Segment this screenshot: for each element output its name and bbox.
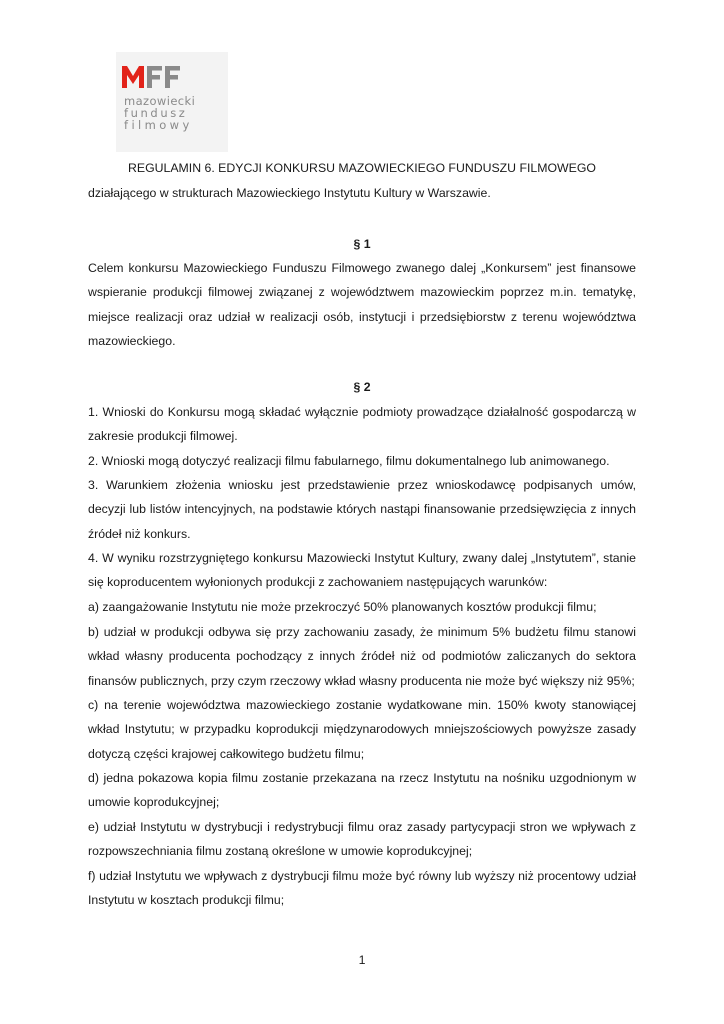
section-2-item-3: 3. Warunkiem złożenia wniosku jest przedstawienie przez wnioskodawcę podpisanych umów, decyzji lub listów intencyjnych, na podstawie których nastąpi finansowanie przedsięwzięcia z innych źródeł niż konkurs. — [88, 478, 636, 541]
section-2-item-4e: e) udział Instytutu w dystrybucji i redystrybucji filmu oraz zasady partycypacji stron we wpływach z rozpowszechniania filmu zostaną określone w umowie koprodukcyjnej; — [88, 820, 636, 859]
section-2-item-4f: f) udział Instytutu we wpływach z dystrybucji filmu może być równy lub wyższy niż procentowy udział Instytutu w kosztach produkcji filmu; — [88, 869, 636, 908]
section-2-item-4d: d) jedna pokazowa kopia filmu zostanie przekazana na rzecz Instytutu na nośniku uzgodnionym w umowie koprodukcyjnej; — [88, 771, 636, 810]
document-title: REGULAMIN 6. EDYCJI KONKURSU MAZOWIECKIEGO FUNDUSZU FILMOWEGO — [127, 161, 596, 175]
logo — [116, 52, 228, 152]
page-number: 1 — [358, 953, 366, 967]
section-heading-2: § 2 — [353, 380, 371, 394]
section-heading-1: § 1 — [353, 237, 371, 251]
logo-line-3: filmowy — [124, 118, 193, 132]
document-subtitle: działającego w strukturach Mazowieckiego Instytutu Kultury w Warszawie. — [88, 186, 491, 200]
mff-logo-icon — [122, 66, 190, 88]
logo-line-1: mazowiecki — [124, 94, 196, 108]
logo-line-2: fundusz — [124, 106, 188, 120]
logo-letter-f1 — [147, 66, 162, 88]
section-2-item-4b: b) udział w produkcji odbywa się przy zachowaniu zasady, że minimum 5% budżetu filmu stanowi wkład własny producenta pochodzący z innych źródeł niż od podmiotów zaliczanych do sektora finansów publicznych, przy czym rzeczowy wkład własny producenta nie może być większy niż 95%; — [88, 625, 636, 688]
logo-letter-m — [122, 66, 144, 88]
section-2-item-4: 4. W wyniku rozstrzygniętego konkursu Mazowiecki Instytut Kultury, zwany dalej „Instytutem”, stanie się koproducentem wyłonionych produkcji z zachowaniem następujących warunków: — [88, 551, 636, 590]
logo-letter-f2 — [165, 66, 180, 88]
section-2-item-4c: c) na terenie województwa mazowieckiego zostanie wydatkowane min. 150% kwoty stanowiącej wkład Instytutu; w przypadku koprodukcji międzynarodowych mniejszościowych powyższe zasady dotyczą części krajowej całkowitego budżetu filmu; — [88, 698, 636, 761]
section-1-paragraph-1: Celem konkursu Mazowieckiego Funduszu Filmowego zwanego dalej „Konkursem” jest finansowe wspieranie produkcji filmowej związanej z województwem mazowieckim poprzez m.in. tematykę, miejsce realizacji oraz udział w realizacji osób, instytucji i przedsiębiorstw z terenu województwa mazowieckiego. — [88, 261, 636, 348]
logo-mark — [122, 66, 190, 88]
section-2-item-1: 1. Wnioski do Konkursu mogą składać wyłącznie podmioty prowadzące działalność gospodarczą w zakresie produkcji filmowej. — [88, 405, 636, 444]
section-2-item-2: 2. Wnioski mogą dotyczyć realizacji filmu fabularnego, filmu dokumentalnego lub animowanego. — [88, 454, 610, 468]
section-2-item-4a: a) zaangażowanie Instytutu nie może przekroczyć 50% planowanych kosztów produkcji filmu; — [88, 600, 597, 614]
